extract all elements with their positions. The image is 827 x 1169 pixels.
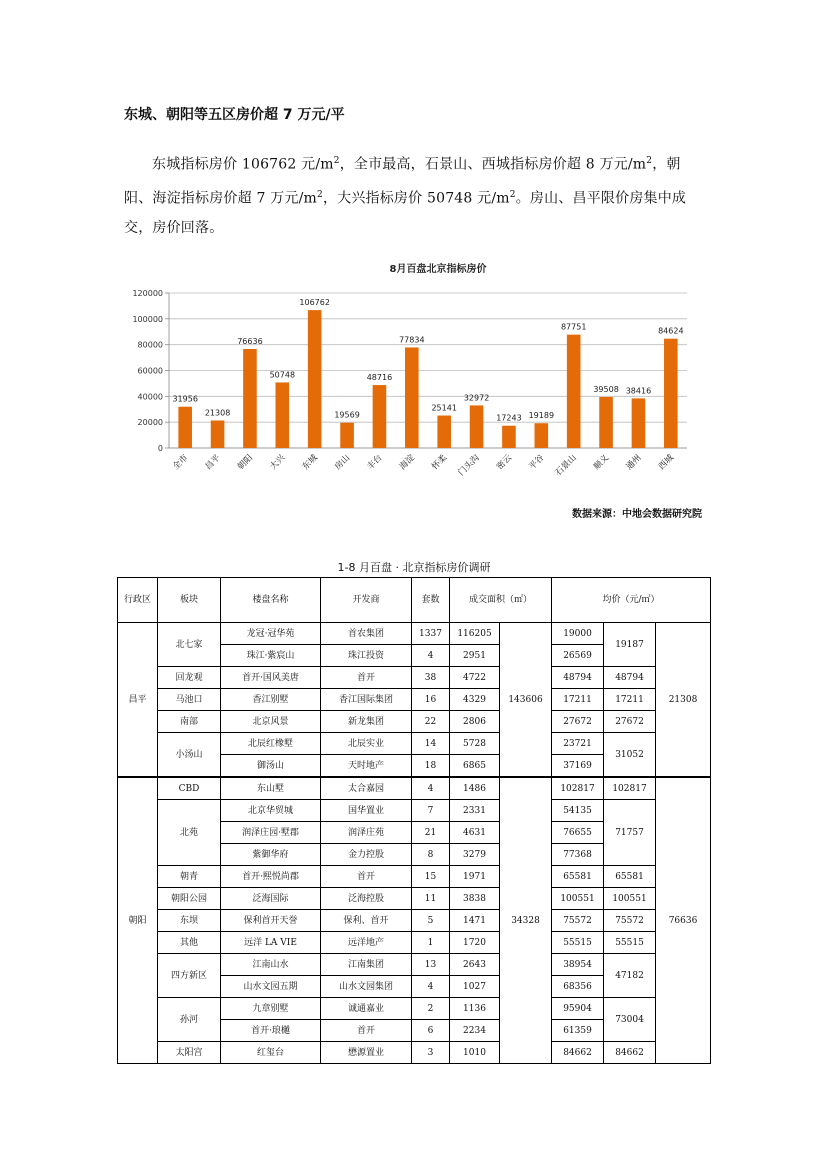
block-avg-cell: 27672	[604, 711, 656, 733]
project-cell: 东山墅	[221, 777, 321, 800]
header-price: 均价（元/㎡）	[552, 578, 711, 623]
table-row	[118, 711, 711, 733]
units-cell: 13	[412, 954, 450, 976]
header-developer: 开发商	[321, 578, 412, 623]
data-label-10: 17243	[496, 413, 522, 423]
block-avg-cell: 48794	[604, 667, 656, 689]
x-tick-label-11: 平谷	[527, 453, 547, 473]
bar-13	[599, 397, 613, 448]
units-cell: 1337	[412, 623, 450, 645]
bar-3	[276, 382, 290, 448]
area-cell: 2951	[450, 645, 500, 667]
data-label-8: 25141	[431, 403, 457, 413]
block-cell: 北七家	[158, 623, 221, 667]
price-cell: 23721	[552, 733, 604, 755]
project-cell: 首开·熙悦尚郡	[221, 866, 321, 888]
area-cell: 1010	[450, 1042, 500, 1064]
header-block: 板块	[158, 578, 221, 623]
developer-cell: 保利、首开	[321, 910, 412, 932]
area-cell: 1136	[450, 998, 500, 1020]
area-cell: 116205	[450, 623, 500, 645]
table-row	[118, 888, 711, 910]
price-cell: 48794	[552, 667, 604, 689]
data-label-11: 19189	[528, 411, 555, 421]
block-avg-cell: 47182	[604, 954, 656, 998]
area-total-cell: 34328	[500, 777, 552, 1064]
header-district: 行政区	[118, 578, 158, 623]
block-avg-cell: 31052	[604, 733, 656, 778]
area-cell: 2643	[450, 954, 500, 976]
price-cell: 54135	[552, 800, 604, 822]
block-cell: 孙河	[158, 998, 221, 1042]
data-label-0: 31956	[172, 394, 198, 404]
developer-cell: 诚通嘉业	[321, 998, 412, 1020]
block-avg-cell: 55515	[604, 932, 656, 954]
x-tick-label-13: 顺义	[592, 453, 612, 473]
x-tick-label-9: 门头沟	[456, 453, 482, 479]
price-cell: 65581	[552, 866, 604, 888]
table-row	[118, 1042, 711, 1064]
project-cell: 润泽庄园·墅郡	[221, 822, 321, 844]
developer-cell: 首开	[321, 866, 412, 888]
project-cell: 泛海国际	[221, 888, 321, 910]
units-cell: 7	[412, 800, 450, 822]
project-cell: 北京华贸城	[221, 800, 321, 822]
y-tick-label: 40000	[137, 392, 163, 402]
x-tick-label-7: 海淀	[397, 453, 417, 473]
project-cell: 北京风景	[221, 711, 321, 733]
units-cell: 16	[412, 689, 450, 711]
price-cell: 55515	[552, 932, 604, 954]
bar-1	[211, 420, 225, 448]
price-cell: 17211	[552, 689, 604, 711]
project-cell: 御汤山	[221, 755, 321, 778]
table-row	[118, 689, 711, 711]
developer-cell: 远洋地产	[321, 932, 412, 954]
section-heading: 东城、朝阳等五区房价超 7 万元/平	[124, 107, 345, 123]
y-tick-label: 120000	[132, 289, 163, 298]
project-cell: 首开·国风美唐	[221, 667, 321, 689]
district-avg-cell: 21308	[656, 623, 711, 778]
area-cell: 4329	[450, 689, 500, 711]
block-cell: 南部	[158, 711, 221, 733]
units-cell: 5	[412, 910, 450, 932]
data-label-4: 106762	[299, 298, 330, 308]
price-bar-chart	[118, 252, 708, 497]
block-avg-cell: 17211	[604, 689, 656, 711]
price-cell: 37169	[552, 755, 604, 778]
header-project: 楼盘名称	[221, 578, 321, 623]
header-area: 成交面积（㎡）	[450, 578, 552, 623]
project-cell: 香江别墅	[221, 689, 321, 711]
table-row	[118, 623, 711, 645]
area-cell: 1486	[450, 777, 500, 800]
block-avg-cell: 84662	[604, 1042, 656, 1064]
developer-cell: 首开	[321, 1020, 412, 1042]
price-cell: 77368	[552, 844, 604, 866]
price-survey-table	[117, 577, 711, 1064]
units-cell: 4	[412, 976, 450, 998]
price-cell: 26569	[552, 645, 604, 667]
x-tick-label-12: 石景山	[553, 453, 579, 479]
units-cell: 22	[412, 711, 450, 733]
block-avg-cell: 71757	[604, 800, 656, 866]
units-cell: 6	[412, 1020, 450, 1042]
area-cell: 1027	[450, 976, 500, 998]
units-cell: 4	[412, 645, 450, 667]
units-cell: 14	[412, 733, 450, 755]
table-row	[118, 932, 711, 954]
units-cell: 18	[412, 755, 450, 778]
project-cell: 保利首开天誉	[221, 910, 321, 932]
units-cell: 4	[412, 777, 450, 800]
units-cell: 2	[412, 998, 450, 1020]
bar-6	[373, 385, 387, 448]
area-cell: 3279	[450, 844, 500, 866]
price-cell: 100551	[552, 888, 604, 910]
project-cell: 首开·琅樾	[221, 1020, 321, 1042]
area-cell: 1471	[450, 910, 500, 932]
block-avg-cell: 75572	[604, 910, 656, 932]
units-cell: 11	[412, 888, 450, 910]
bar-8	[437, 416, 451, 448]
project-cell: 北辰红橡墅	[221, 733, 321, 755]
area-cell: 4722	[450, 667, 500, 689]
price-cell: 27672	[552, 711, 604, 733]
area-cell: 1971	[450, 866, 500, 888]
x-tick-label-1: 昌平	[203, 453, 223, 473]
data-label-5: 19569	[334, 410, 360, 420]
x-tick-label-3: 大兴	[268, 453, 288, 473]
price-cell: 68356	[552, 976, 604, 998]
x-tick-label-5: 房山	[333, 453, 353, 473]
developer-cell: 香江国际集团	[321, 689, 412, 711]
price-cell: 76655	[552, 822, 604, 844]
chart-title: 8月百盘北京指标房价	[389, 264, 487, 275]
area-cell: 1720	[450, 932, 500, 954]
block-cell: 朝阳公园	[158, 888, 221, 910]
data-label-9: 32972	[463, 393, 490, 403]
project-cell: 珠江·紫宸山	[221, 645, 321, 667]
bar-12	[567, 335, 581, 448]
block-avg-cell: 73004	[604, 998, 656, 1042]
price-cell: 84662	[552, 1042, 604, 1064]
table-row	[118, 910, 711, 932]
developer-cell: 太合嘉园	[321, 777, 412, 800]
area-cell: 2331	[450, 800, 500, 822]
area-cell: 4631	[450, 822, 500, 844]
x-tick-label-0: 全市	[171, 453, 191, 473]
y-tick-label: 80000	[137, 340, 163, 350]
area-cell: 3838	[450, 888, 500, 910]
data-label-7: 77834	[399, 335, 425, 345]
x-tick-label-6: 丰台	[365, 453, 385, 473]
data-label-6: 48716	[366, 373, 393, 383]
table-row	[118, 866, 711, 888]
developer-cell: 国华置业	[321, 800, 412, 822]
block-cell: 马池口	[158, 689, 221, 711]
area-total-cell: 143606	[500, 623, 552, 778]
bar-4	[308, 310, 322, 448]
intro-paragraph: 东城指标房价 106762 元$/m^2$，全市最高，石景山、西城指标房价超 8 万元$/m^2$，朝阳、海淀指标房价超 7 万元$/m^2$，大兴指标房价 50748 元$/m^2$。房山、昌平限价房集中成交，房价回落。	[124, 156, 687, 237]
data-label-2: 76636	[237, 337, 263, 347]
y-tick-label: 20000	[137, 418, 163, 428]
units-cell: 15	[412, 866, 450, 888]
developer-cell: 金力控股	[321, 844, 412, 866]
table-row	[118, 954, 711, 976]
district-avg-cell: 76636	[656, 777, 711, 1064]
bar-15	[664, 339, 678, 448]
y-tick-label: 100000	[132, 314, 163, 324]
district-cell: 昌平	[118, 623, 158, 778]
developer-cell: 江南集团	[321, 954, 412, 976]
data-label-12: 87751	[560, 322, 587, 332]
developer-cell: 新龙集团	[321, 711, 412, 733]
data-label-13: 39508	[593, 384, 619, 394]
price-cell: 61359	[552, 1020, 604, 1042]
block-cell: 其他	[158, 932, 221, 954]
table-header-row	[118, 578, 711, 623]
data-label-15: 84624	[658, 326, 684, 336]
bar-7	[405, 347, 419, 448]
bar-9	[470, 405, 484, 448]
bar-11	[535, 423, 549, 448]
units-cell: 3	[412, 1042, 450, 1064]
data-label-14: 38416	[625, 386, 652, 396]
price-cell: 19000	[552, 623, 604, 645]
price-cell: 95904	[552, 998, 604, 1020]
block-cell: 朝青	[158, 866, 221, 888]
price-cell: 38954	[552, 954, 604, 976]
project-cell: 红玺台	[221, 1042, 321, 1064]
table-row	[118, 733, 711, 755]
project-cell: 龙冠·冠华苑	[221, 623, 321, 645]
bar-5	[340, 423, 354, 448]
developer-cell: 泛海控股	[321, 888, 412, 910]
table-row	[118, 998, 711, 1020]
x-tick-label-15: 西城	[656, 453, 676, 473]
block-cell: 小汤山	[158, 733, 221, 778]
block-avg-cell: 19187	[604, 623, 656, 667]
developer-cell: 天时地产	[321, 755, 412, 778]
area-cell: 2234	[450, 1020, 500, 1042]
area-cell: 2806	[450, 711, 500, 733]
table-title: 1-8 月百盘 · 北京指标房价调研	[337, 561, 491, 574]
units-cell: 38	[412, 667, 450, 689]
y-tick-label: 60000	[137, 366, 163, 376]
x-tick-label-14: 通州	[624, 453, 644, 473]
bar-10	[502, 426, 516, 448]
y-tick-label: 0	[157, 444, 163, 453]
units-cell: 1	[412, 932, 450, 954]
x-tick-label-10: 密云	[494, 453, 515, 473]
data-label-1: 21308	[204, 408, 231, 418]
table-row	[118, 667, 711, 689]
bar-0	[178, 407, 192, 448]
block-cell: 太阳宫	[158, 1042, 221, 1064]
table-row	[118, 800, 711, 822]
block-avg-cell: 102817	[604, 777, 656, 800]
developer-cell: 珠江投资	[321, 645, 412, 667]
developer-cell: 润泽庄苑	[321, 822, 412, 844]
units-cell: 8	[412, 844, 450, 866]
price-cell: 102817	[552, 777, 604, 800]
developer-cell: 首开	[321, 667, 412, 689]
block-cell: 四方新区	[158, 954, 221, 998]
x-tick-label-8: 怀柔	[430, 453, 450, 473]
block-cell: 北苑	[158, 800, 221, 866]
project-cell: 江南山水	[221, 954, 321, 976]
data-label-3: 50748	[269, 370, 296, 380]
developer-cell: 首农集团	[321, 623, 412, 645]
district-cell: 朝阳	[118, 777, 158, 1064]
data-source-note: 数据来源：中地会数据研究院	[572, 509, 702, 520]
price-cell: 75572	[552, 910, 604, 932]
x-tick-label-2: 朝阳	[235, 453, 256, 473]
bar-2	[243, 349, 257, 448]
x-tick-label-4: 东城	[300, 453, 320, 473]
bar-14	[632, 398, 646, 448]
table-row	[118, 777, 711, 800]
block-cell: 回龙观	[158, 667, 221, 689]
developer-cell: 山水文园集团	[321, 976, 412, 998]
project-cell: 紫御华府	[221, 844, 321, 866]
project-cell: 远洋 LA VIE	[221, 932, 321, 954]
project-cell: 山水文园五期	[221, 976, 321, 998]
header-units: 套数	[412, 578, 450, 623]
area-cell: 6865	[450, 755, 500, 778]
developer-cell: 北辰实业	[321, 733, 412, 755]
block-cell: 东坝	[158, 910, 221, 932]
area-cell: 5728	[450, 733, 500, 755]
project-cell: 九章别墅	[221, 998, 321, 1020]
block-avg-cell: 65581	[604, 866, 656, 888]
block-avg-cell: 100551	[604, 888, 656, 910]
units-cell: 21	[412, 822, 450, 844]
developer-cell: 懋源置业	[321, 1042, 412, 1064]
block-cell: CBD	[158, 777, 221, 800]
